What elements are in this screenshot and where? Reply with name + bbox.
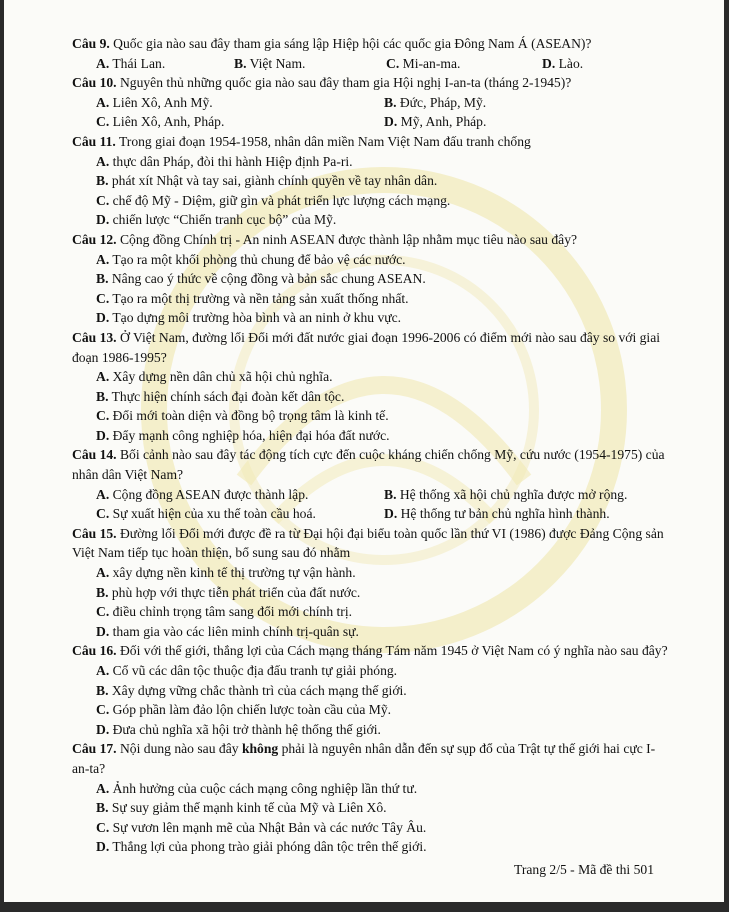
options-row (72, 54, 672, 74)
question-number: Câu 9. (72, 36, 110, 51)
question-block (72, 328, 672, 446)
answer-option[interactable] (384, 504, 672, 524)
question-text: Ở Việt Nam, đường lối Đổi mới đất nước giai đoạn 1996-2006 có điểm mới nào sau đây so với giai đoạn 1986-1995? (72, 329, 661, 365)
option-label: B. (96, 388, 109, 404)
option-label: C. (96, 819, 110, 835)
option-text: Cộng đồng ASEAN được thành lập. (109, 486, 309, 502)
question-number: Câu 16. (72, 643, 117, 659)
answer-option[interactable] (72, 250, 672, 270)
option-text: Hệ thống tư bản chủ nghĩa hình thành. (397, 506, 610, 522)
answer-option[interactable] (384, 93, 672, 113)
option-label: D. (384, 114, 398, 130)
answer-option[interactable] (72, 289, 672, 309)
option-text: tham gia vào các liên minh chính trị-quân sự. (109, 623, 359, 639)
option-text: Thắng lợi của phong trào giải phóng dân tộc trên thế giới. (109, 839, 427, 855)
option-text: Xây dựng nền dân chủ xã hội chủ nghĩa. (109, 369, 333, 385)
option-label: D. (96, 427, 110, 443)
question-block (72, 34, 672, 73)
option-label: A. (96, 780, 110, 796)
option-text: phát xít Nhật và tay sai, giành chính quyền về tay nhân dân. (108, 173, 438, 189)
answer-option[interactable] (96, 93, 384, 113)
option-label: B. (96, 682, 109, 698)
answer-option[interactable] (384, 112, 672, 132)
answer-option[interactable] (96, 54, 234, 74)
option-text: phù hợp với thực tiễn phát triển của đất nước. (108, 584, 361, 600)
question-text: Cộng đồng Chính trị - An ninh ASEAN được thành lập nhằm mục tiêu nào sau đây? (116, 231, 578, 247)
option-text: Sự xuất hiện của xu thế toàn cầu hoá. (109, 506, 316, 522)
question-text: Nguyên thủ những quốc gia nào sau đây tham gia Hội nghị I-an-ta (tháng 2-1945)? (116, 75, 572, 91)
question-number: Câu 15. (72, 525, 117, 541)
question-number: Câu 14. (72, 447, 117, 463)
option-label: A. (96, 55, 110, 71)
option-label: A. (96, 369, 110, 385)
option-text: Sự vươn lên mạnh mẽ của Nhật Bản và các nước Tây Âu. (109, 819, 427, 835)
question-text-cont: phải là nguyên nhân dẫn đến sự sụp đổ của Trật tự thế giới hai cực I-an-ta? (72, 741, 656, 776)
option-label: B. (96, 800, 109, 816)
option-text: thực dân Pháp, đòi thi hành Hiệp định Pa-ri. (109, 153, 353, 169)
question-block (72, 230, 672, 328)
exam-page (4, 0, 724, 902)
page-footer: Trang 2/5 - Mã đề thi 501 (514, 862, 654, 877)
options-list (72, 563, 672, 641)
question-text: Nội dung nào sau đây (116, 741, 242, 757)
question-number: Câu 11. (72, 133, 116, 149)
option-label: A. (96, 663, 110, 678)
question-stem (72, 641, 672, 661)
option-label: A. (96, 153, 110, 169)
option-text: chiến lược “Chiến tranh cục bộ” của Mỹ. (109, 212, 337, 228)
option-label: C. (96, 506, 110, 522)
option-text: Tạo dựng môi trường hòa bình và an ninh ở khu vực. (109, 310, 402, 326)
question-block (72, 73, 672, 132)
answer-option[interactable] (72, 426, 672, 446)
question-number: Câu 13. (72, 329, 117, 345)
question-number: Câu 12. (72, 231, 117, 247)
option-text: Tạo ra một thị trường và nền tảng sản xuất thống nhất. (109, 290, 409, 306)
option-label: D. (96, 839, 110, 855)
option-label: B. (96, 584, 109, 600)
answer-option[interactable] (72, 387, 672, 407)
option-label: A. (96, 94, 110, 110)
options-grid (72, 93, 672, 132)
question-stem (72, 132, 672, 152)
answer-option[interactable] (72, 602, 672, 622)
answer-option[interactable] (96, 485, 384, 505)
answer-option[interactable] (542, 54, 672, 74)
answer-option[interactable] (386, 54, 542, 74)
option-text: Mi-an-ma. (399, 55, 461, 71)
answer-option[interactable] (72, 700, 672, 720)
question-block (72, 524, 672, 642)
option-label: D. (96, 623, 110, 639)
option-label: B. (96, 271, 109, 287)
option-label: D. (542, 55, 556, 71)
options-list (72, 779, 672, 857)
option-text: Xây dựng vững chắc thành trì của cách mạng thế giới. (108, 682, 407, 698)
answer-option[interactable] (72, 798, 672, 818)
answer-option[interactable] (96, 504, 384, 524)
option-label: B. (234, 55, 247, 71)
question-block (72, 739, 672, 857)
question-stem (72, 328, 672, 367)
option-label: D. (96, 721, 110, 737)
option-text: Thái Lan. (109, 55, 166, 71)
option-label: B. (384, 94, 397, 110)
option-text: chế độ Mỹ - Diệm, giữ gìn và phát triển lực lượng cách mạng. (109, 192, 451, 208)
answer-option[interactable] (72, 152, 672, 172)
question-stem (72, 739, 672, 778)
options-list (72, 250, 672, 328)
option-text: Tạo ra một khối phòng thủ chung để bảo vệ các nước. (109, 251, 406, 267)
option-text: Hệ thống xã hội chủ nghĩa được mở rộng. (396, 486, 628, 502)
question-block (72, 641, 672, 739)
option-text: Liên Xô, Anh Mỹ. (109, 94, 213, 110)
option-text: Nâng cao ý thức về cộng đồng và bản sắc chung ASEAN. (108, 271, 426, 287)
question-block (72, 445, 672, 523)
question-block (72, 132, 672, 230)
options-grid (72, 485, 672, 524)
question-text: Trong giai đoạn 1954-1958, nhân dân miền Nam Việt Nam đấu tranh chống (115, 133, 531, 149)
option-label: C. (96, 290, 110, 306)
answer-option[interactable] (72, 837, 672, 857)
question-stem (72, 445, 672, 484)
option-label: C. (386, 55, 400, 71)
option-text: Liên Xô, Anh, Pháp. (109, 114, 225, 130)
answer-option[interactable] (72, 308, 672, 328)
question-emphasis: không (241, 741, 279, 757)
answer-option[interactable] (72, 191, 672, 211)
question-stem (72, 34, 672, 54)
option-label: A. (96, 486, 110, 502)
answer-option[interactable] (72, 661, 672, 681)
option-label: D. (384, 506, 398, 522)
option-text: Góp phần làm đảo lộn chiến lược toàn cầu của Mỹ. (109, 702, 392, 718)
option-text: Đổi mới toàn diện và đồng bộ trọng tâm là kinh tế. (109, 408, 389, 424)
question-stem (72, 73, 672, 93)
option-text: Mỹ, Anh, Pháp. (397, 114, 487, 130)
answer-option[interactable] (72, 269, 672, 289)
question-text: Bối cảnh nào sau đây tác động tích cực đến cuộc kháng chiến chống Mỹ, cứu nước (1954-1975) của nhân dân Việt Nam? (72, 447, 665, 483)
question-stem (72, 230, 672, 250)
option-label: D. (96, 212, 110, 228)
question-list (72, 34, 672, 857)
option-text: Thực hiện chính sách đại đoàn kết dân tộc. (108, 388, 345, 404)
answer-option[interactable] (72, 779, 672, 799)
option-text: xây dựng nền kinh tế thị trường tự vận hành. (109, 565, 356, 581)
answer-option[interactable] (72, 681, 672, 701)
option-label: A. (96, 251, 110, 267)
option-label: C. (96, 408, 110, 424)
option-label: C. (96, 702, 110, 718)
option-text: điều chỉnh trọng tâm sang đổi mới chính trị. (109, 604, 352, 620)
options-list (72, 661, 672, 739)
question-number: Câu 10. (72, 75, 117, 91)
options-list (72, 152, 672, 230)
option-label: B. (96, 173, 109, 189)
option-text: Đẩy mạnh công nghiệp hóa, hiện đại hóa đất nước. (109, 427, 390, 443)
answer-option[interactable] (384, 485, 672, 505)
question-stem (72, 524, 672, 563)
option-label: C. (96, 604, 110, 620)
option-text: Đức, Pháp, Mỹ. (396, 94, 487, 110)
question-text: Đường lối Đổi mới được đề ra từ Đại hội đại biểu toàn quốc lần thứ VI (1986) được Đảng Cộng sản Việt Nam tiếp tục hoàn thiện, bổ sung sau đó nhằm (72, 525, 664, 561)
answer-option[interactable] (96, 112, 384, 132)
option-label: C. (96, 114, 110, 130)
option-text: Sự suy giảm thế mạnh kinh tế của Mỹ và Liên Xô. (108, 800, 387, 816)
answer-option[interactable] (72, 367, 672, 387)
answer-option[interactable] (72, 210, 672, 230)
option-text: Cổ vũ các dân tộc thuộc địa đấu tranh tự giải phóng. (109, 663, 398, 678)
option-label: A. (96, 565, 110, 581)
question-number: Câu 17. (72, 741, 117, 757)
answer-option[interactable] (72, 720, 672, 740)
answer-option[interactable] (72, 583, 672, 603)
option-label: D. (96, 310, 110, 326)
question-text: Đối với thế giới, thắng lợi của Cách mạng tháng Tám năm 1945 ở Việt Nam có ý nghĩa nào sau đây? (116, 643, 668, 659)
option-text: Việt Nam. (246, 55, 306, 71)
option-label: C. (96, 192, 110, 208)
answer-option[interactable] (234, 54, 386, 74)
options-list (72, 367, 672, 445)
answer-option[interactable] (72, 563, 672, 583)
option-text: Đưa chủ nghĩa xã hội trở thành hệ thống thế giới. (109, 721, 381, 737)
question-text: Quốc gia nào sau đây tham gia sáng lập Hiệp hội các quốc gia Đông Nam Á (ASEAN)? (109, 36, 592, 51)
option-text: Lào. (555, 55, 584, 71)
option-text: Ảnh hưởng của cuộc cách mạng công nghiệp lần thứ tư. (109, 780, 418, 796)
option-label: B. (384, 486, 397, 502)
answer-option[interactable] (72, 622, 672, 642)
answer-option[interactable] (72, 406, 672, 426)
answer-option[interactable] (72, 171, 672, 191)
answer-option[interactable] (72, 818, 672, 838)
